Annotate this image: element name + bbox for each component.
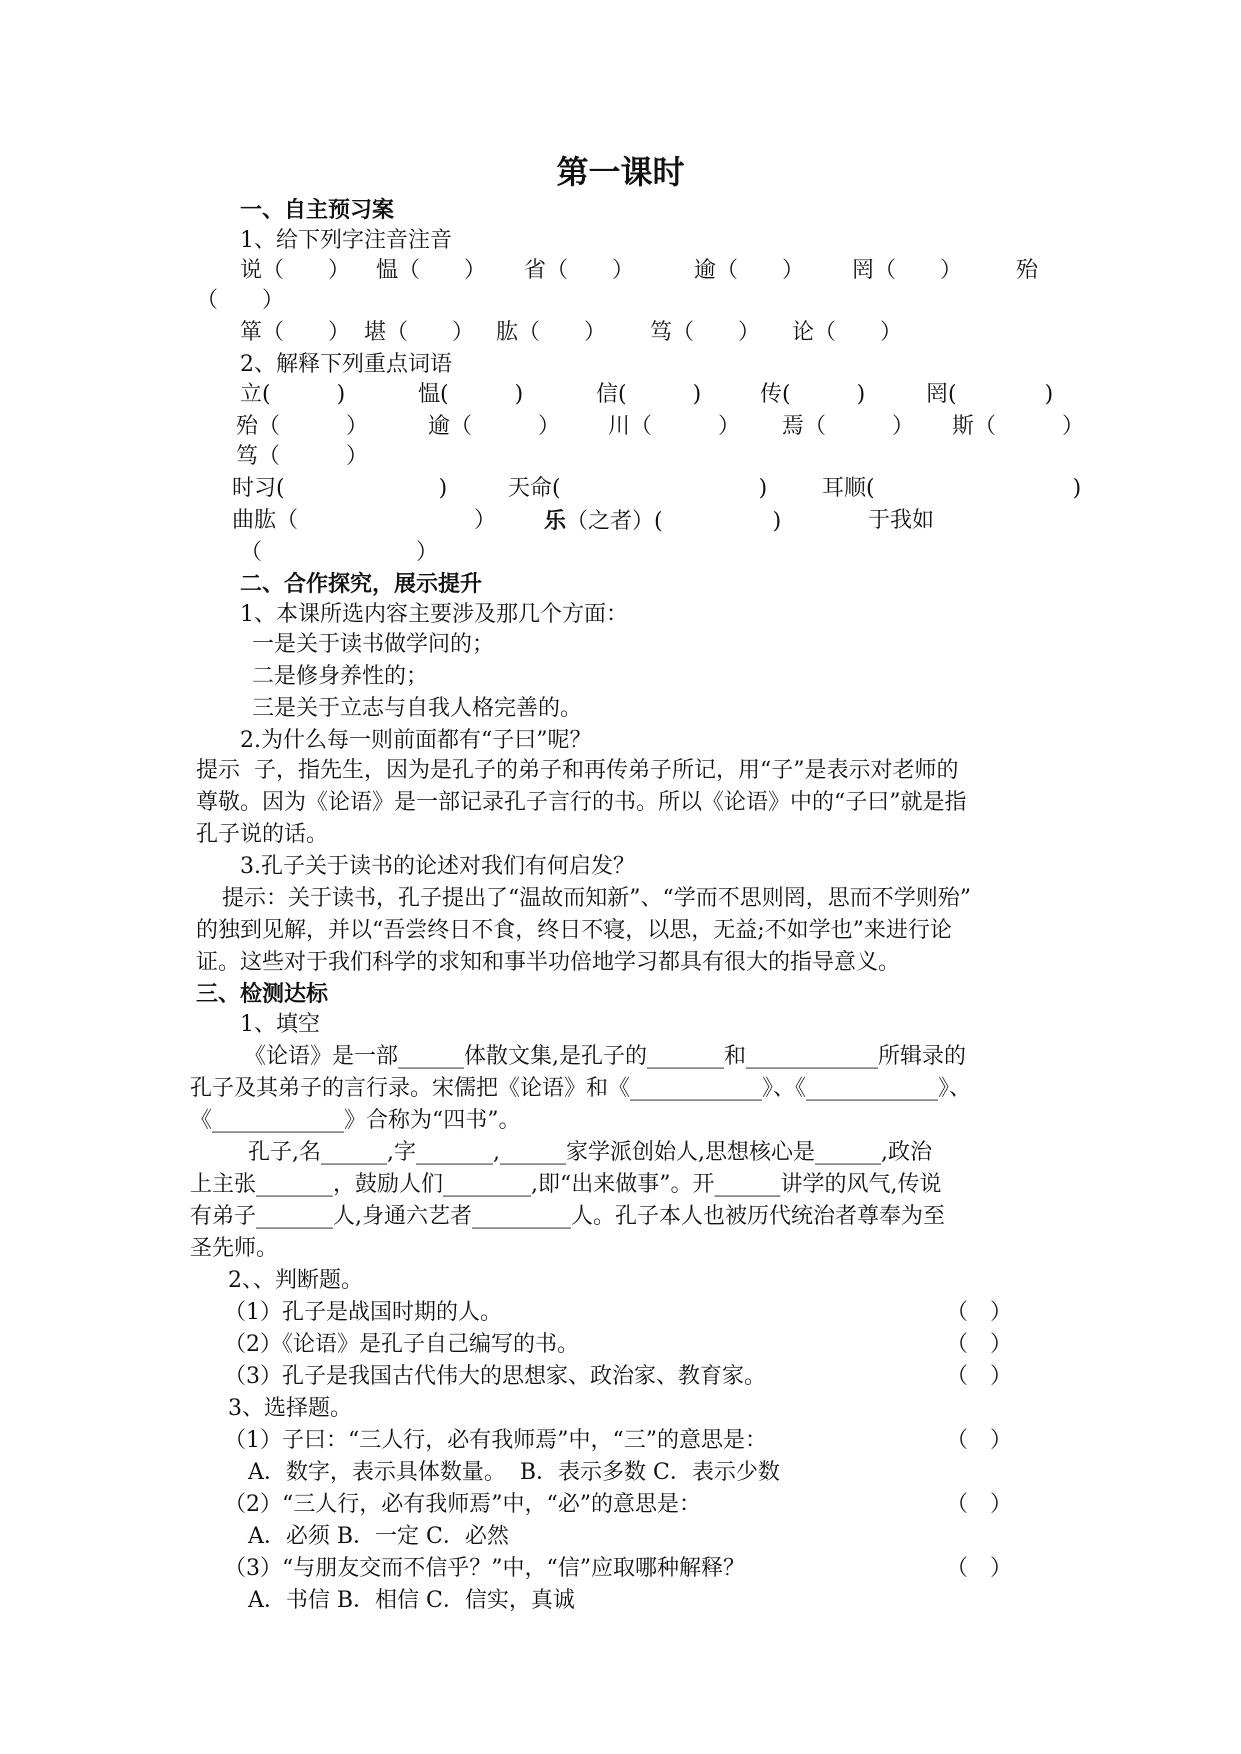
word-item: 天命( ) — [508, 476, 768, 501]
pinyin-row — [0, 256, 1241, 286]
question-label: 2、解释下列重点词语 — [240, 352, 452, 377]
pinyin-item: 肱（ ） — [496, 320, 607, 345]
word-item: 焉（ ） — [782, 414, 915, 439]
choice-options: A．必须 B．一定 C．必然 — [248, 1524, 509, 1549]
pinyin-row — [0, 318, 1241, 348]
answer-text: 二是修身养性的； — [252, 664, 429, 689]
word-item: 耳顺( ) — [822, 476, 1082, 501]
word-item: 笃（ ） — [236, 444, 369, 469]
words-row — [0, 506, 1241, 536]
word-item: （ ） — [240, 540, 439, 565]
hint-text: 孔子说的话。 — [196, 822, 329, 847]
word-item: 罔( ) — [926, 382, 1054, 407]
fill-blank-text: 有弟子_______人,身通六艺者_________人。孔子本人也被历代统治者尊奉为至 — [190, 1204, 945, 1229]
hint-text: 提示：关于读书，孔子提出了“温故而知新”、“学而不思则罔，思而不学则殆” — [222, 886, 971, 911]
fill-blank-text: 《论语》是一部______体散文集,是孔子的_______和____________所辑录的 — [244, 1044, 966, 1069]
word-item: 斯（ ） — [952, 414, 1085, 439]
pinyin-wrap: （ ） — [196, 288, 285, 313]
words-row — [0, 474, 1241, 504]
question-text: 3.孔子关于读书的论述对我们有何启发？ — [240, 854, 635, 879]
answer-bracket: （ ） — [946, 1556, 1013, 1581]
word-item: 立( ) — [240, 382, 346, 407]
question-label: 3、选择题。 — [228, 1396, 352, 1421]
pinyin-item: 箪（ ） — [240, 320, 351, 345]
question-text: 2.为什么每一则前面都有“子曰”呢？ — [240, 728, 592, 753]
bold-char: 乐 — [544, 508, 567, 534]
hint-text: 尊敬。因为《论语》是一部记录孔子言行的书。所以《论语》中的“子曰”就是指 — [196, 790, 967, 815]
word-item: 愠( ) — [418, 382, 524, 407]
hint-text: 提示 子，指先生，因为是孔子的弟子和再传弟子所记，用“子”是表示对老师的 — [196, 758, 959, 783]
fill-blank-text: 《____________》合称为“四书”。 — [190, 1108, 521, 1133]
choice-options: A．数字，表示具体数量。 B．表示多数 C．表示少数 — [248, 1460, 780, 1485]
hint-text: 的独到见解，并以“吾尝终日不食，终日不寝，以思，无益;不如学也”来进行论 — [196, 918, 952, 943]
hint-text: 证。这些对于我们科学的求知和事半功倍地学习都具有很大的指导意义。 — [196, 950, 901, 975]
word-item-rest: （之者）( ) — [566, 509, 782, 534]
words-row — [0, 412, 1241, 442]
pinyin-item: 省（ ） — [524, 258, 635, 283]
choice-question: （1）子曰：“三人行，必有我师焉”中，“三”的意思是： — [224, 1428, 767, 1453]
choice-question: （2）“三人行，必有我师焉”中，“必”的意思是： — [224, 1492, 701, 1517]
word-item: 时习( ) — [232, 476, 448, 501]
word-item: 川（ ） — [608, 414, 741, 439]
answer-bracket: （ ） — [946, 1332, 1013, 1357]
section-heading-test: 三、检测达标 — [196, 982, 329, 1007]
answer-bracket: （ ） — [946, 1364, 1013, 1389]
word-item: 曲肱（ ） — [232, 508, 497, 533]
word-item: 于我如 — [868, 508, 935, 533]
answer-text: 一是关于读书做学问的； — [252, 632, 495, 657]
section-heading-preview: 一、自主预习案 — [240, 198, 395, 223]
fill-blank-text: 孔子,名______,字_______,______家学派创始人,思想核心是______,政治 — [248, 1140, 932, 1165]
word-item: 传( ) — [760, 382, 866, 407]
question-label: 1、给下列字注音注音 — [240, 228, 452, 253]
pinyin-item: 罔（ ） — [852, 258, 963, 283]
answer-bracket: （ ） — [946, 1492, 1013, 1517]
choice-question: （3）“与朋友交而不信乎？”中，“信”应取哪种解释？ — [224, 1556, 745, 1581]
choice-options: A．书信 B．相信 C．信实，真诚 — [248, 1588, 575, 1613]
pinyin-item: 逾（ ） — [694, 258, 805, 283]
pinyin-item: 堪（ ） — [364, 320, 475, 345]
answer-text: 三是关于立志与自我人格完善的。 — [252, 696, 583, 721]
word-item: 逾（ ） — [428, 414, 561, 439]
fill-blank-text: 孔子及其弟子的言行录。宋儒把《论语》和《____________》、《____________》、 — [190, 1076, 972, 1101]
pinyin-item: 论（ ） — [792, 320, 903, 345]
judge-question: （3）孔子是我国古代伟大的思想家、政治家、教育家。 — [224, 1364, 766, 1389]
answer-bracket: （ ） — [946, 1300, 1013, 1325]
pinyin-item: 笃（ ） — [650, 320, 761, 345]
question-text: 1、本课所选内容主要涉及那几个方面： — [240, 602, 628, 627]
pinyin-item: 殆 — [1016, 258, 1039, 283]
page-title: 第一课时 — [556, 153, 685, 191]
judge-question: （2）《论语》是孔子自己编写的书。 — [224, 1332, 579, 1357]
words-row — [0, 380, 1241, 410]
pinyin-item: 说（ ） — [240, 258, 351, 283]
word-item: 信( ) — [596, 382, 702, 407]
section-heading-explore: 二、合作探究，展示提升 — [240, 572, 483, 597]
word-item — [544, 506, 781, 537]
question-label: 1、填空 — [240, 1012, 320, 1037]
judge-question: （1）孔子是战国时期的人。 — [224, 1300, 502, 1325]
fill-blank-text: 上主张_______，鼓励人们________,即“出来做事”。开______讲学的风气,传说 — [190, 1172, 942, 1197]
answer-bracket: （ ） — [946, 1428, 1013, 1453]
question-label: 2、、判断题。 — [228, 1268, 363, 1293]
word-item: 殆（ ） — [236, 414, 369, 439]
pinyin-item: 愠（ ） — [376, 258, 487, 283]
fill-blank-text: 圣先师。 — [190, 1236, 279, 1261]
